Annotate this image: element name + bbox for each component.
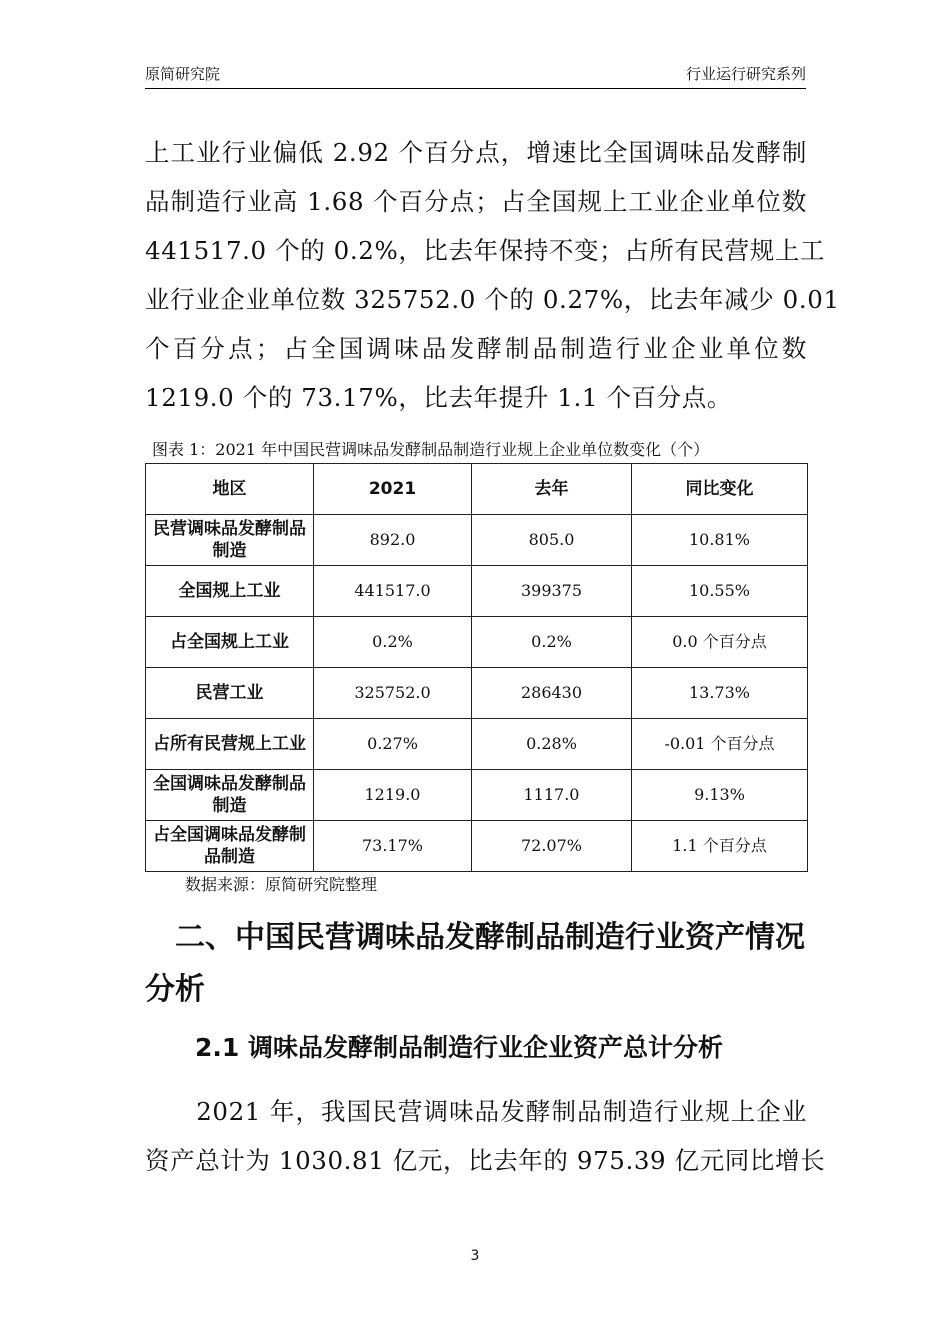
cell-prev: 286430 bbox=[472, 668, 632, 719]
cell-prev: 805.0 bbox=[472, 515, 632, 566]
cell-prev: 72.07% bbox=[472, 821, 632, 872]
cell-region: 全国规上工业 bbox=[146, 566, 314, 617]
sub-heading: 2.1 调味品发酵制品制造行业企业资产总计分析 bbox=[195, 1033, 723, 1062]
cell-prev: 1117.0 bbox=[472, 770, 632, 821]
paragraph-line: 业行业企业单位数 325752.0 个的 0.27%，比去年减少 0.01 bbox=[145, 285, 840, 314]
table-source-note: 数据来源：原简研究院整理 bbox=[185, 875, 378, 894]
cell-change: 9.13% bbox=[632, 770, 808, 821]
cell-region: 占全国规上工业 bbox=[146, 617, 314, 668]
header-series: 行业运行研究系列 bbox=[685, 65, 806, 83]
page-header bbox=[145, 62, 806, 89]
paragraph-line: 2021 年，我国民营调味品发酵制品制造行业规上企业 bbox=[145, 1097, 807, 1126]
cell-change: 13.73% bbox=[632, 668, 808, 719]
paragraph-assets bbox=[145, 1087, 826, 1185]
cell-2021: 1219.0 bbox=[314, 770, 472, 821]
paragraph-line: 1219.0 个的 73.17%，比去年提升 1.1 个百分点。 bbox=[145, 383, 732, 412]
section-heading bbox=[145, 912, 807, 1016]
cell-change: -0.01 个百分点 bbox=[632, 719, 808, 770]
table-row bbox=[146, 821, 808, 872]
page-number: 3 bbox=[470, 1248, 480, 1264]
cell-2021: 0.2% bbox=[314, 617, 472, 668]
cell-region: 民营调味品发酵制品制造 bbox=[146, 515, 314, 566]
cell-prev: 0.28% bbox=[472, 719, 632, 770]
cell-2021: 0.27% bbox=[314, 719, 472, 770]
table-row bbox=[146, 515, 808, 566]
cell-prev: 399375 bbox=[472, 566, 632, 617]
cell-2021: 441517.0 bbox=[314, 566, 472, 617]
cell-region: 民营工业 bbox=[146, 668, 314, 719]
cell-change: 10.55% bbox=[632, 566, 808, 617]
col-header-prev-year: 去年 bbox=[472, 464, 632, 515]
cell-2021: 73.17% bbox=[314, 821, 472, 872]
section-heading-line: 分析 bbox=[145, 972, 205, 1007]
paragraph-line: 个百分点；占全国调味品发酵制品制造行业企业单位数 bbox=[145, 334, 807, 363]
cell-region: 占所有民营规上工业 bbox=[146, 719, 314, 770]
col-header-region: 地区 bbox=[146, 464, 314, 515]
header-org: 原简研究院 bbox=[145, 65, 221, 83]
table-row bbox=[146, 617, 808, 668]
table-row bbox=[146, 566, 808, 617]
cell-region: 占全国调味品发酵制品制造 bbox=[146, 821, 314, 872]
paragraph-unit-count bbox=[145, 128, 840, 422]
table-row bbox=[146, 719, 808, 770]
cell-2021: 325752.0 bbox=[314, 668, 472, 719]
col-header-2021: 2021 bbox=[314, 464, 472, 515]
cell-change: 10.81% bbox=[632, 515, 808, 566]
cell-prev: 0.2% bbox=[472, 617, 632, 668]
section-heading-line: 二、中国民营调味品发酵制品制造行业资产情况 bbox=[145, 920, 805, 955]
paragraph-line: 上工业行业偏低 2.92 个百分点，增速比全国调味品发酵制 bbox=[145, 138, 807, 167]
cell-change: 0.0 个百分点 bbox=[632, 617, 808, 668]
col-header-yoy-change: 同比变化 bbox=[632, 464, 808, 515]
cell-change: 1.1 个百分点 bbox=[632, 821, 808, 872]
paragraph-line: 资产总计为 1030.81 亿元，比去年的 975.39 亿元同比增长 bbox=[145, 1146, 826, 1175]
paragraph-line: 品制造行业高 1.68 个百分点；占全国规上工业企业单位数 bbox=[145, 187, 807, 216]
table-caption: 图表 1：2021 年中国民营调味品发酵制品制造行业规上企业单位数变化（个） bbox=[152, 440, 710, 459]
unit-count-table bbox=[145, 463, 808, 872]
cell-region: 全国调味品发酵制品制造 bbox=[146, 770, 314, 821]
paragraph-line: 441517.0 个的 0.2%，比去年保持不变；占所有民营规上工 bbox=[145, 236, 826, 265]
cell-2021: 892.0 bbox=[314, 515, 472, 566]
table-header-row bbox=[146, 464, 808, 515]
table-row bbox=[146, 770, 808, 821]
table-row bbox=[146, 668, 808, 719]
